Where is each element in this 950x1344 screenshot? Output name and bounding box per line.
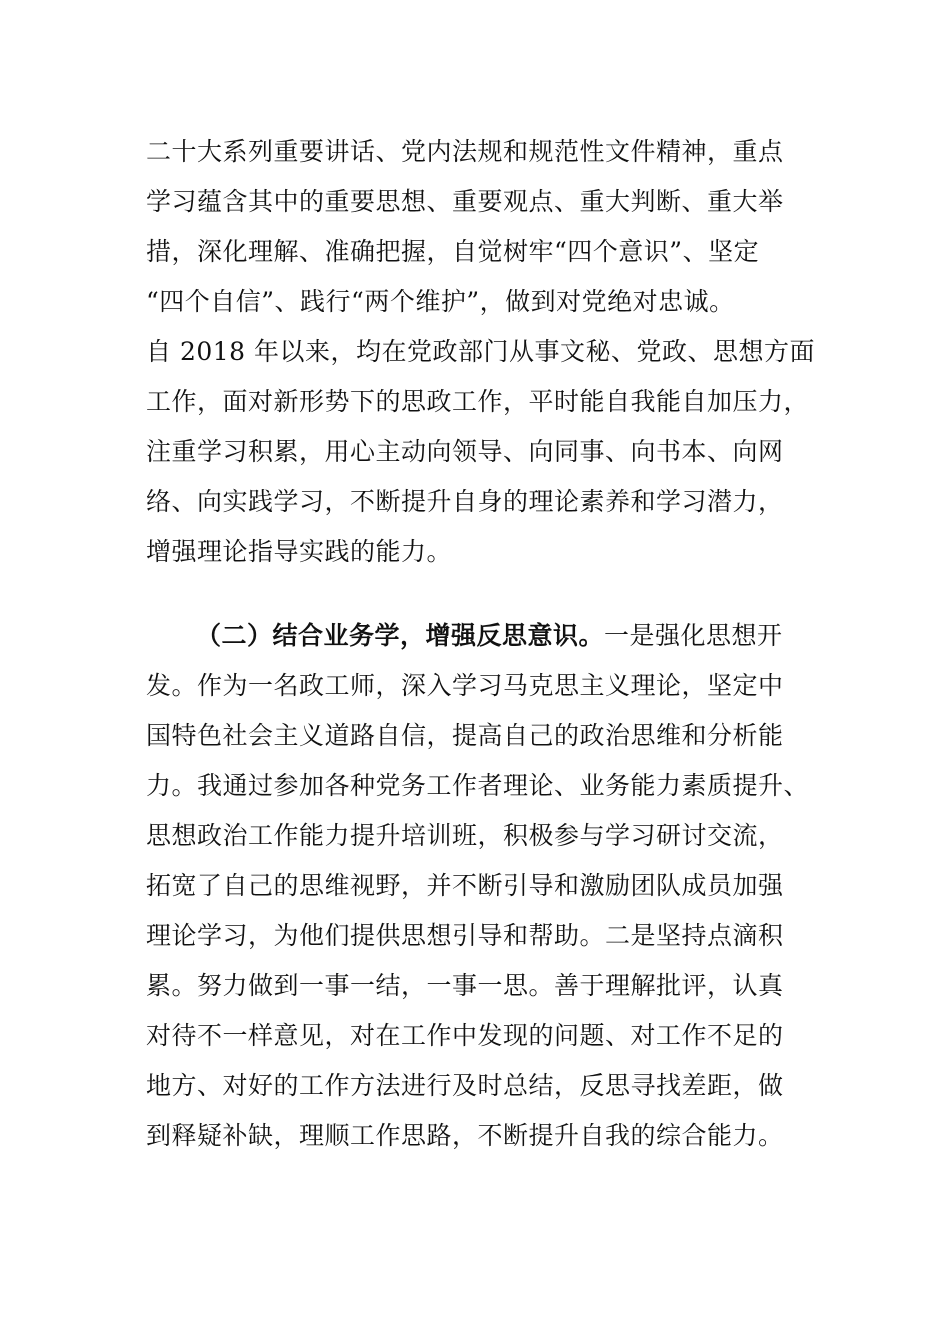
body-text-line: 累。努力做到一事一结，一事一思。善于理解批评，认真	[146, 971, 784, 1000]
body-text-line: 力。我通过参加各种党务工作者理论、业务能力素质提升、	[146, 771, 810, 800]
body-text-line: 地方、对好的工作方法进行及时总结，反思寻找差距，做	[146, 1071, 784, 1100]
body-text-line: 到释疑补缺，理顺工作思路，不断提升自我的综合能力。	[146, 1121, 784, 1150]
body-text-line: “四个自信”、践行“两个维护”，做到对党绝对忠诚。	[146, 287, 735, 316]
body-text-line: 二十大系列重要讲话、党内法规和规范性文件精神，重点	[146, 137, 784, 166]
body-text-line: 措，深化理解、准确把握，自觉树牢“四个意识”、坚定	[146, 237, 760, 266]
body-text-line: 注重学习积累，用心主动向领导、向同事、向书本、向网	[146, 437, 784, 466]
section-heading-line	[196, 616, 783, 656]
body-text-inline: 一是强化思想开	[604, 621, 783, 650]
body-text-line: 学习蕴含其中的重要思想、重要观点、重大判断、重大举	[146, 187, 784, 216]
body-text-line: 拓宽了自己的思维视野，并不断引导和激励团队成员加强	[146, 871, 784, 900]
body-text-line: 络、向实践学习，不断提升自身的理论素养和学习潜力，	[146, 487, 784, 516]
body-text-line: 发。作为一名政工师，深入学习马克思主义理论，坚定中	[146, 671, 784, 700]
body-text-line: 思想政治工作能力提升培训班，积极参与学习研讨交流，	[146, 821, 784, 850]
body-text-line: 国特色社会主义道路自信，提高自己的政治思维和分析能	[146, 721, 784, 750]
body-text-line: 理论学习，为他们提供思想引导和帮助。二是坚持点滴积	[146, 921, 784, 950]
body-text-line: 增强理论指导实践的能力。	[146, 537, 453, 566]
body-text-line: 自 2018 年以来，均在党政部门从事文秘、党政、思想方面	[146, 337, 816, 366]
body-text-line: 对待不一样意见，对在工作中发现的问题、对工作不足的	[146, 1021, 784, 1050]
body-text-line: 工作，面对新形势下的思政工作，平时能自我能自加压力，	[146, 387, 810, 416]
section-heading: （二）结合业务学，增强反思意识。	[196, 621, 605, 650]
